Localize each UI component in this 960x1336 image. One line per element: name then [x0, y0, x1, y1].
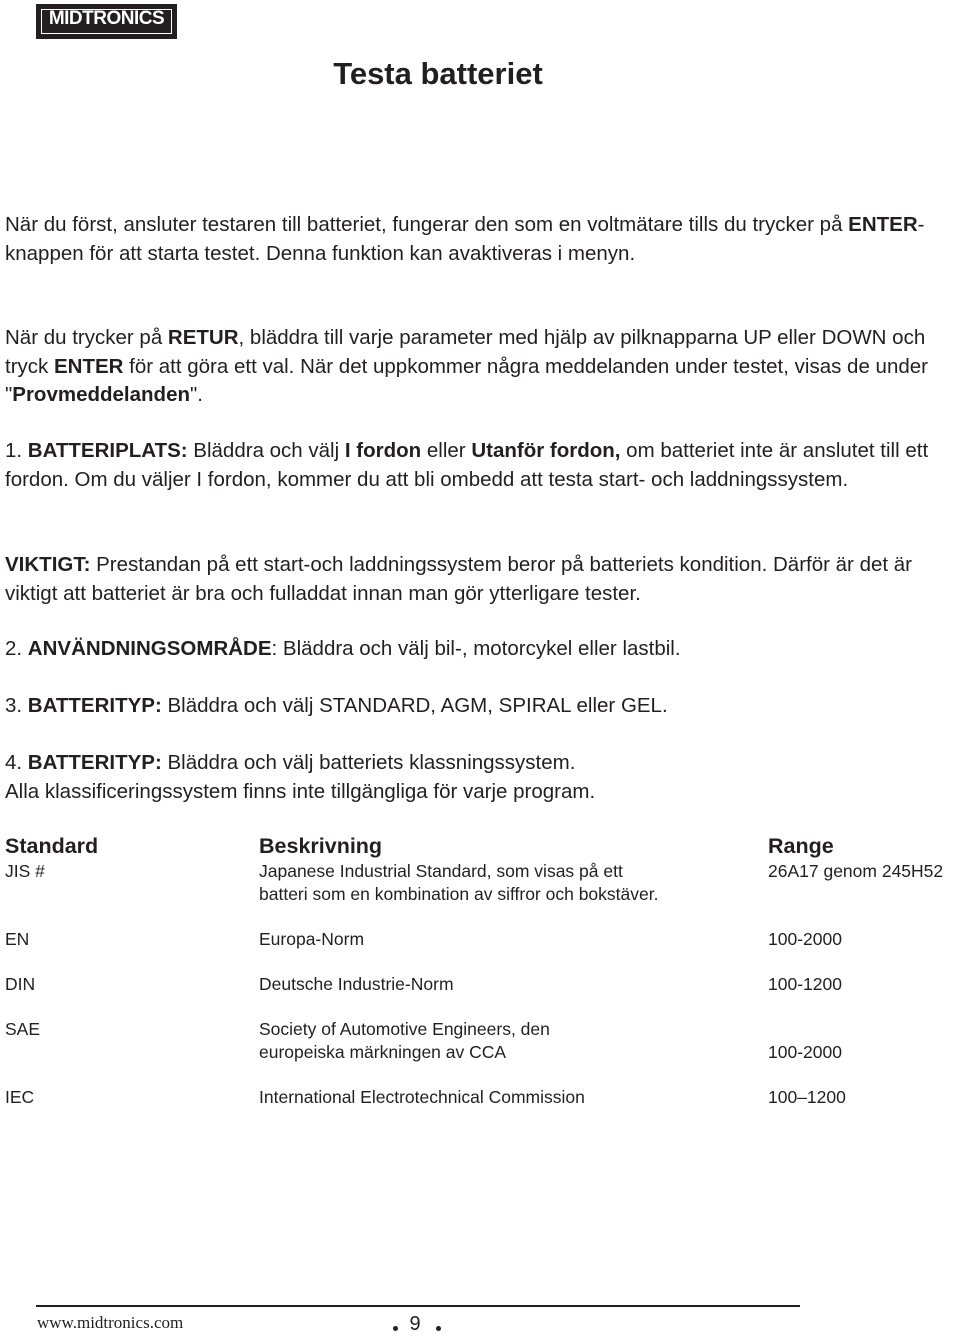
- intro-p1-enter: ENTER: [848, 213, 918, 236]
- step-1: [5, 437, 955, 494]
- step-4-text: Bläddra och välj batteriets klassningssystem.: [161, 751, 576, 774]
- intro-p2-a: När du trycker på: [5, 326, 168, 349]
- step-2-number: 2.: [5, 637, 28, 660]
- step-1-number: 1.: [5, 439, 28, 462]
- intro-p2-e: ".: [190, 383, 203, 406]
- step-3-number: 3.: [5, 694, 28, 717]
- intro-p2-provmeddelanden: Provmeddelanden: [12, 383, 190, 406]
- step-3-label: BATTERITYP:: [27, 694, 162, 717]
- step-1-text-c: om batteriet inte är anslutet till ett fordon. Om du väljer I fordon, kommer du att bli ombedd att testa start- och laddningssystem.: [5, 439, 929, 491]
- step-2-label: ANVÄNDNINGSOMRÅDE: [27, 637, 272, 660]
- description-line-2: batteri som en kombination av siffror och bokstäver.: [259, 884, 659, 904]
- step-4-number: 4.: [5, 751, 28, 774]
- logo-text: MIDTRONICS: [48, 8, 165, 29]
- step-1-i-fordon: I fordon: [344, 439, 422, 462]
- midtronics-logo: [36, 4, 177, 39]
- table-cell-range: 100-2000: [768, 1042, 842, 1062]
- step-1-text-a: Bläddra och välj: [187, 439, 345, 462]
- important-text: Prestandan på ett start-och laddningssystem beror på batteriets kondition. Därför är det är viktigt att batteriet är bra och fulladdat innan man gör ytterligare tester.: [5, 553, 912, 605]
- intro-paragraph-1: [5, 211, 955, 268]
- important-label: VIKTIGT:: [5, 553, 91, 576]
- table-cell-range: 100–1200: [768, 1087, 846, 1107]
- table-cell-standard: JIS #: [5, 861, 45, 881]
- intro-paragraph-2: [5, 324, 955, 410]
- table-cell-standard: SAE: [5, 1019, 41, 1039]
- step-2-text: : Bläddra och välj bil-, motorcykel eller lastbil.: [271, 637, 681, 660]
- table-cell-standard: IEC: [5, 1087, 35, 1107]
- important-note: [5, 551, 955, 608]
- step-3-text: Bläddra och välj STANDARD, AGM, SPIRAL eller GEL.: [161, 694, 668, 717]
- step-4: [5, 749, 955, 806]
- table-cell-standard: DIN: [5, 974, 36, 994]
- table-header-standard: Standard: [5, 834, 99, 858]
- page-number: 9: [409, 1313, 421, 1335]
- table-header-description: Beskrivning: [259, 834, 383, 858]
- description-line-2: europeiska märkningen av CCA: [259, 1042, 507, 1062]
- table-cell-range: 100-1200: [768, 974, 842, 994]
- step-1-text-b: eller: [421, 439, 472, 462]
- intro-p1-text: När du först, ansluter testaren till batteriet, fungerar den som en voltmätare tills du trycker på: [5, 213, 849, 236]
- intro-p2-enter: ENTER: [53, 354, 124, 378]
- description-line-1: Society of Automotive Engineers, den: [259, 1019, 550, 1039]
- bullet-dot-icon: [436, 1326, 441, 1331]
- step-1-utanfor-fordon: Utanför fordon,: [471, 439, 621, 462]
- intro-p2-d: för att göra ett val. När det uppkommer några meddelanden under testet, visas de under ": [5, 354, 928, 406]
- step-3: [5, 692, 955, 721]
- table-cell-standard: EN: [5, 929, 30, 949]
- table-cell-description: Europa-Norm: [259, 929, 365, 949]
- footer-url: www.midtronics.com: [37, 1313, 184, 1332]
- step-2: [5, 635, 955, 664]
- table-cell-description: Deutsche Industrie-Norm: [259, 974, 454, 994]
- table-cell-description: [259, 860, 658, 906]
- intro-p1-end: -knappen för att starta testet. Denna funktion kan avaktiveras i menyn.: [5, 213, 925, 265]
- page-title: Testa batteriet: [333, 56, 543, 91]
- intro-p2-retur: RETUR: [167, 326, 239, 349]
- table-cell-range: 100-2000: [768, 929, 842, 949]
- description-line-1: Japanese Industrial Standard, som visas på ett: [259, 861, 623, 881]
- step-4-line-2: Alla klassificeringssystem finns inte tillgängliga för varje program.: [5, 779, 596, 803]
- table-cell-range: 26A17 genom 245H52: [768, 861, 944, 881]
- intro-p2-c: , bläddra till varje parameter med hjälp av pilknapparna UP eller DOWN och tryck: [5, 326, 926, 378]
- table-cell-description: International Electrotechnical Commission: [259, 1087, 585, 1107]
- step-1-label: BATTERIPLATS:: [27, 439, 188, 462]
- footer-rule: [36, 1305, 800, 1307]
- table-cell-description: [259, 1018, 550, 1064]
- table-header-range: Range: [768, 834, 834, 858]
- step-4-label: BATTERITYP:: [27, 751, 162, 774]
